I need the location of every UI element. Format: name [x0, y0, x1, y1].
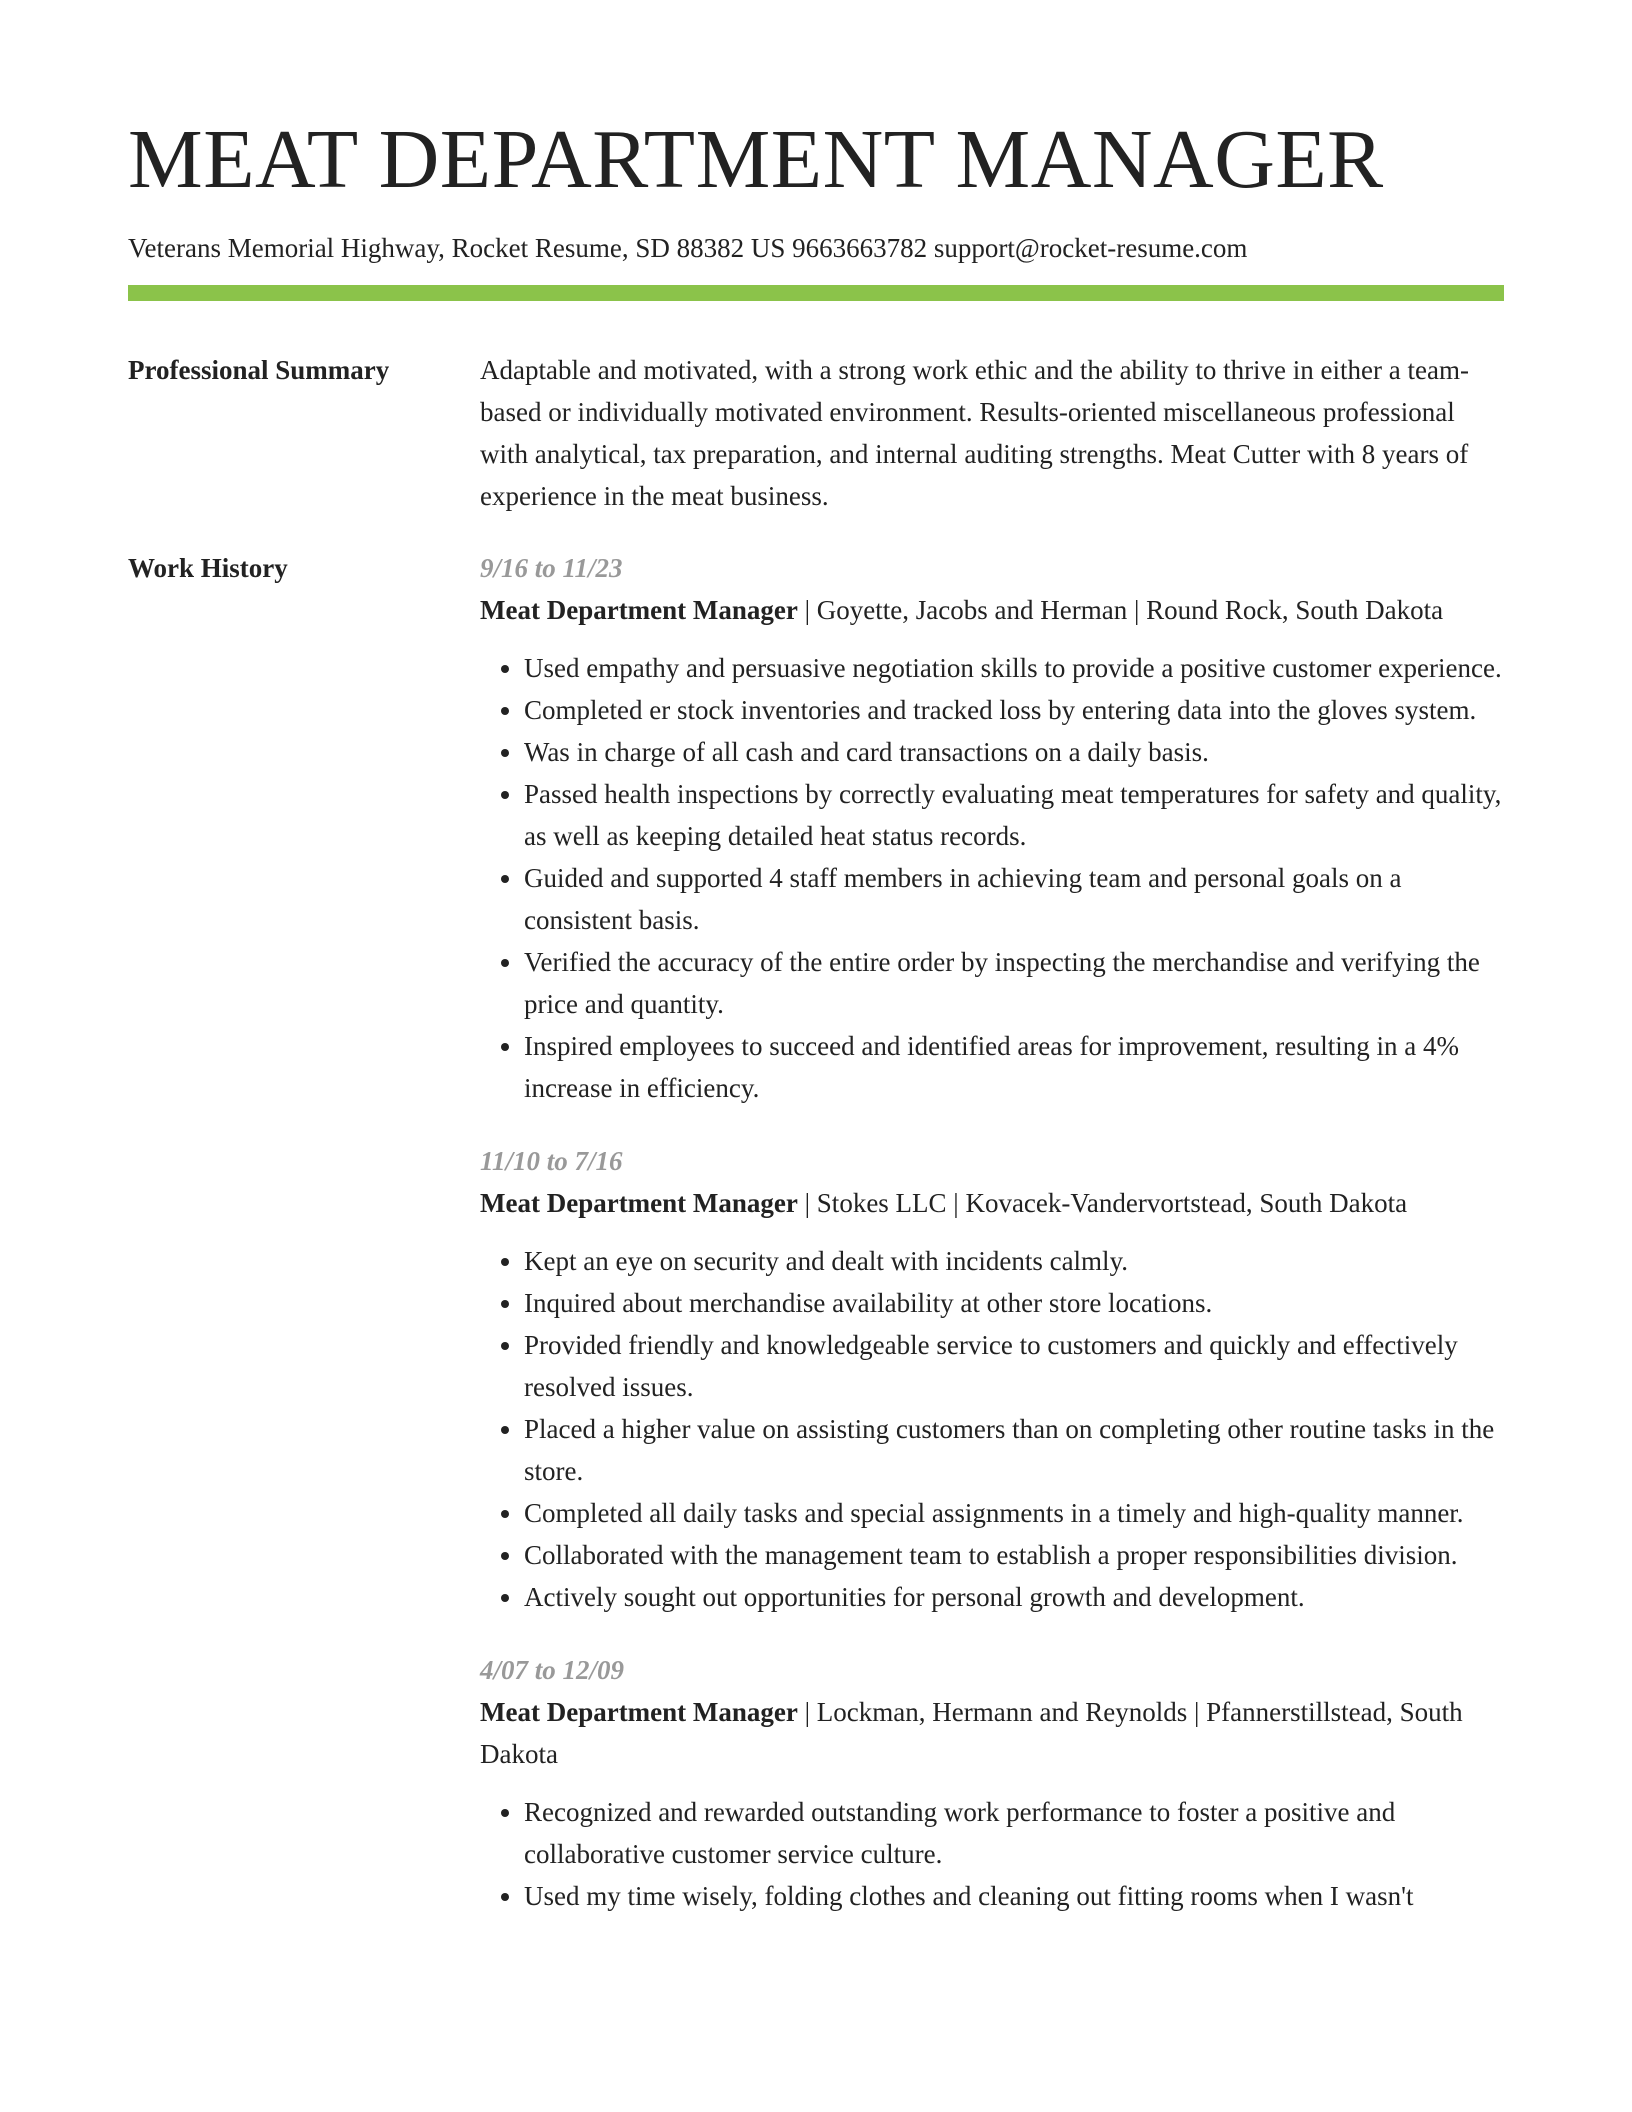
job-bullets: [480, 647, 1504, 1109]
job-details: | Stokes LLC | Kovacek-Vandervortstead, South Dakota: [797, 1188, 1408, 1218]
contact-line: Veterans Memorial Highway, Rocket Resume, SD 88382 US 9663663782 support@rocket-resume.com: [128, 233, 1248, 263]
section-label-work-history: Work History: [128, 553, 288, 583]
bullet-item: • Provided friendly and knowledgeable service to customers and quickly and effectively resolved issues.: [524, 1324, 1504, 1408]
job-dates: 11/10 to 7/16: [480, 1146, 623, 1176]
section-label-summary: Professional Summary: [128, 355, 390, 385]
resume-page: [128, 0, 1504, 2112]
bullet-item: • Recognized and rewarded outstanding work performance to foster a positive and collaborative customer service culture.: [524, 1791, 1504, 1875]
job-title: Meat Department Manager: [480, 1188, 798, 1218]
job-heading: [480, 589, 1504, 631]
bullet-item: • Used my time wisely, folding clothes and cleaning out fitting rooms when I wasn't: [524, 1875, 1504, 1917]
bullet-item: • Was in charge of all cash and card transactions on a daily basis.: [524, 731, 1504, 773]
job-bullets: [480, 1240, 1504, 1618]
job-title: Meat Department Manager: [480, 595, 798, 625]
bullet-item: • Collaborated with the management team to establish a proper responsibilities division.: [524, 1534, 1504, 1576]
job-title: Meat Department Manager: [480, 1697, 798, 1727]
bullet-item: • Actively sought out opportunities for personal growth and development.: [524, 1576, 1504, 1618]
bullet-item: • Kept an eye on security and dealt with incidents calmly.: [524, 1240, 1504, 1282]
job-entry: [480, 1140, 1504, 1618]
bullet-item: • Used empathy and persuasive negotiation skills to provide a positive customer experience.: [524, 647, 1504, 689]
summary-section: [480, 349, 1504, 517]
job-dates: 9/16 to 11/23: [480, 553, 623, 583]
job-details: | Goyette, Jacobs and Herman | Round Rock, South Dakota: [797, 595, 1444, 625]
bullet-item: • Verified the accuracy of the entire order by inspecting the merchandise and verifying the price and quantity.: [524, 941, 1504, 1025]
job-entry: [480, 1649, 1504, 1917]
bullet-item: • Inspired employees to succeed and identified areas for improvement, resulting in a 4% increase in efficiency.: [524, 1025, 1504, 1109]
bullet-item: • Placed a higher value on assisting customers than on completing other routine tasks in the store.: [524, 1408, 1504, 1492]
job-heading: [480, 1182, 1504, 1224]
bullet-item: • Guided and supported 4 staff members in achieving team and personal goals on a consistent basis.: [524, 857, 1504, 941]
bullet-item: • Passed health inspections by correctly evaluating meat temperatures for safety and quality, as well as keeping detailed heat status records.: [524, 773, 1504, 857]
bullet-item: • Completed all daily tasks and special assignments in a timely and high-quality manner.: [524, 1492, 1504, 1534]
summary-text: Adaptable and motivated, with a strong work ethic and the ability to thrive in either a team-based or individually motivated environment. Results-oriented miscellaneous professional with analytical, tax preparation, and internal auditing strengths. Meat Cutter with 8 years of experience in the meat business.: [480, 355, 1469, 511]
job-details: | Lockman, Hermann and Reynolds | Pfannerstillstead, South Dakota: [480, 1697, 1463, 1769]
job-heading: [480, 1691, 1504, 1775]
bullet-item: • Completed er stock inventories and tracked loss by entering data into the gloves system.: [524, 689, 1504, 731]
bullet-item: • Inquired about merchandise availability at other store locations.: [524, 1282, 1504, 1324]
job-dates: 4/07 to 12/09: [480, 1655, 625, 1685]
job-bullets: [480, 1791, 1504, 1917]
resume-title: MEAT DEPARTMENT MANAGER: [128, 113, 1384, 206]
job-entry: [480, 547, 1504, 1109]
accent-divider: [128, 285, 1504, 301]
work-history-section: [480, 547, 1504, 1948]
